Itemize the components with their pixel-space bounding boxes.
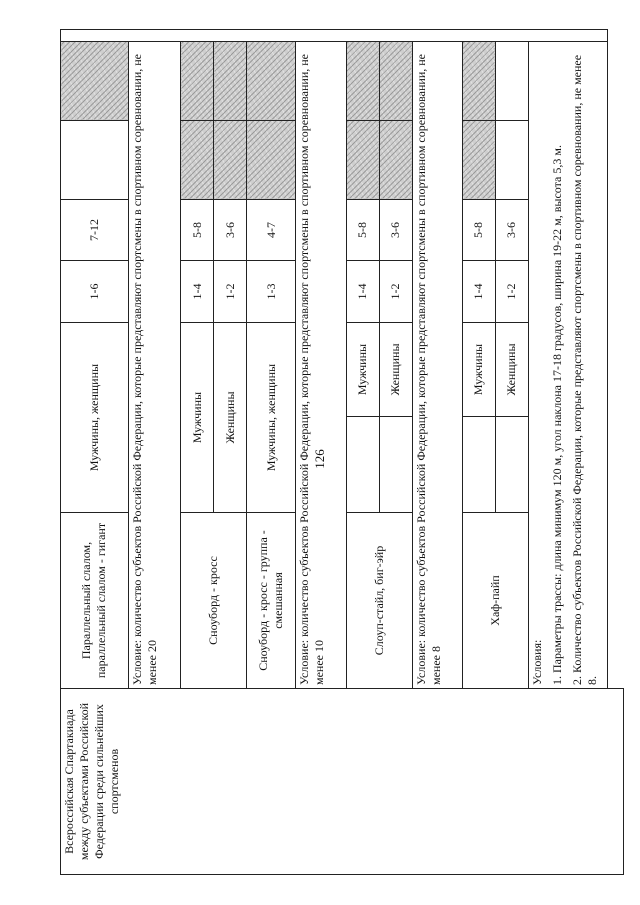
blank-cell [346, 417, 379, 513]
gender-men: Мужчины [181, 323, 214, 513]
gender-men: Мужчины [462, 323, 495, 417]
shaded-cell [462, 42, 495, 121]
shaded-cell [214, 121, 247, 200]
shaded-cell [247, 121, 296, 200]
blank-margin-cell [61, 30, 608, 42]
discipline-name: Параллельный слалом, параллельный слалом - гигант [61, 513, 129, 689]
shaded-cell [462, 121, 495, 200]
standards-table [60, 29, 624, 875]
discipline-name: Сноуборд - кросс [181, 513, 247, 689]
page-number: 126 [312, 449, 327, 469]
place-range-2: 5-8 [462, 200, 495, 261]
shaded-cell [214, 42, 247, 121]
discipline-name: Сноуборд - кросс - группа - смешанная [247, 513, 296, 689]
gender-cell: Мужчины, женщины [247, 323, 296, 513]
place-range-1: 1-2 [214, 261, 247, 323]
gender-cell: Мужчины, женщины [61, 323, 129, 513]
blank-cell [61, 121, 129, 200]
place-range-2: 7-12 [61, 200, 129, 261]
rotated-table-container [60, 30, 624, 875]
place-range-2: 3-6 [495, 200, 528, 261]
condition-text: Условие: количество субъектов Российской Федерации, которые представляют спортсмены в спортивном соревновании, не менее 8 [412, 42, 462, 689]
table-row [61, 30, 129, 875]
gender-women: Женщины [495, 323, 528, 417]
place-range-2: 4-7 [247, 200, 296, 261]
blank-cell [462, 417, 495, 513]
gender-men: Мужчины [346, 323, 379, 417]
condition-text: Условие: количество субъектов Российской Федерации, которые представляют спортсмены в спортивном соревновании, не менее 20 [128, 42, 181, 689]
place-range-2: 3-6 [379, 200, 412, 261]
gender-women: Женщины [379, 323, 412, 417]
place-range-1: 1-6 [61, 261, 129, 323]
place-range-1: 1-2 [495, 261, 528, 323]
final-conditions-title: Условия: [528, 42, 550, 689]
shaded-cell [181, 42, 214, 121]
place-range-1: 1-4 [462, 261, 495, 323]
shaded-cell [379, 42, 412, 121]
blank-cell [495, 121, 528, 200]
rotated-page-area [60, 30, 624, 875]
shaded-cell [346, 42, 379, 121]
shaded-cell [247, 42, 296, 121]
bottom-spacer [607, 42, 624, 689]
gender-women: Женщины [214, 323, 247, 513]
place-range-2: 3-6 [214, 200, 247, 261]
blank-cell [495, 42, 528, 121]
shaded-cell [61, 42, 129, 121]
shaded-cell [181, 121, 214, 200]
place-range-1: 1-3 [247, 261, 296, 323]
place-range-2: 5-8 [346, 200, 379, 261]
competition-name-cell: Всероссийская Спартакиада между субъектами Российской Федерации среди сильнейших спортсменов [61, 689, 624, 875]
condition-text: Условие: количество субъектов Российской Федерации, которые представляют спортсмены в спортивном соревновании, не менее 10 [296, 42, 346, 689]
discipline-name: Хаф-пайп [462, 513, 528, 689]
place-range-1: 1-4 [181, 261, 214, 323]
final-condition-2: 2. Количество субъектов Российской Федерации, которые представляют спортсмены в спортивном соревновании, не менее 8. [570, 42, 607, 689]
bottom-spacer [607, 30, 624, 42]
blank-cell [379, 417, 412, 513]
place-range-1: 1-2 [379, 261, 412, 323]
final-condition-1: 1. Параметры трассы: длина минимум 120 м, угол наклона 17-18 градусов, ширина 19-22 м, высота 5,3 м. [550, 42, 570, 689]
discipline-name: Слоуп-стайл, биг-эйр [346, 513, 412, 689]
shaded-cell [346, 121, 379, 200]
place-range-2: 5-8 [181, 200, 214, 261]
blank-cell [495, 417, 528, 513]
shaded-cell [379, 121, 412, 200]
place-range-1: 1-4 [346, 261, 379, 323]
